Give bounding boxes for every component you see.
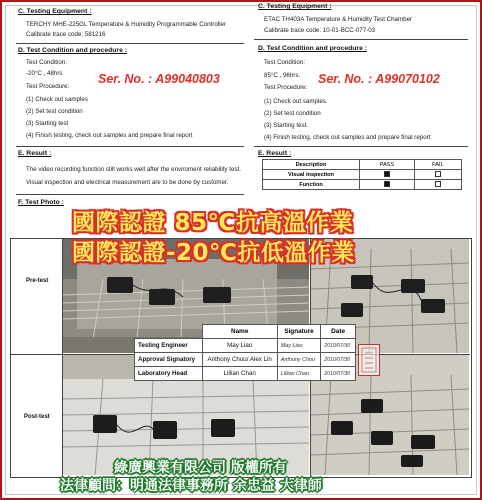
- signature-cell: Anthony Chou: [277, 353, 320, 367]
- left-condition-heading: D. Test Condition and procedure :: [18, 47, 128, 54]
- checked-box-icon: [384, 181, 390, 187]
- right-procedure-label: Test Procedure:: [264, 84, 308, 91]
- table-row: [135, 353, 356, 367]
- date-cell: 2010/07/30: [321, 353, 356, 367]
- right-divider: [254, 39, 468, 40]
- left-photo-heading: F. Test Photo :: [18, 199, 64, 206]
- left-equipment-heading: C. Testing Equipment :: [18, 8, 92, 15]
- left-step: (4) Finish testing, check out samples and prepare final report: [26, 132, 193, 139]
- column-header: Name: [202, 325, 277, 339]
- right-divider: [254, 146, 468, 147]
- left-divider: [16, 146, 244, 147]
- column-header: FAIL: [414, 160, 461, 170]
- signature-cell: May Liao: [277, 339, 320, 353]
- posttest-label: Post-test: [24, 414, 50, 420]
- right-serial-number: Ser. No. : A99070102: [318, 72, 440, 86]
- name-cell: Lillian Chan: [202, 367, 277, 381]
- overlay-line-high-temp: 國際認證 85℃抗高溫作業: [72, 210, 354, 236]
- left-test-condition-value: -20°C , 48hrs: [26, 70, 63, 77]
- column-header: PASS: [360, 160, 415, 170]
- right-result-heading: E. Result :: [258, 150, 292, 157]
- right-calibrate-code: Calibrate trace code: 10-01-BCC-077-03: [264, 27, 376, 34]
- role-cell: Laboratory Head: [135, 367, 203, 381]
- pass-checkbox-cell: [360, 170, 415, 180]
- fail-checkbox-cell: [414, 180, 461, 190]
- right-equipment-model: ETAC TH403A Temperature & Humidity Test Chamber: [264, 16, 413, 23]
- left-procedure-label: Test Procedure:: [26, 83, 70, 90]
- row-description: Visual inspection: [263, 170, 360, 180]
- signature-table: [134, 324, 356, 381]
- right-condition-heading: D. Test Condition and procedure :: [258, 45, 368, 52]
- pass-fail-table: [262, 159, 462, 190]
- column-header: Date: [321, 325, 356, 339]
- fail-checkbox-cell: [414, 170, 461, 180]
- signature-cell: Lillian Chan: [277, 367, 320, 381]
- report-sheet: [5, 5, 477, 495]
- footer-legal: 法律顧問：明通法律事務所 余忠益 大律師: [60, 478, 322, 494]
- checked-box-icon: [384, 171, 390, 177]
- right-test-condition-value: 85°C , 96hrs.: [264, 72, 301, 79]
- pass-checkbox-cell: [360, 180, 415, 190]
- empty-box-icon: [435, 171, 441, 177]
- date-cell: 2010/07/30: [321, 367, 356, 381]
- left-equipment-model: TERCHY MHE-225GL Temperature & Humidity Programmable Controller: [26, 21, 227, 28]
- left-divider: [16, 43, 244, 44]
- right-step: (4) Finish testing, check out samples and prepare final report: [264, 134, 431, 141]
- approval-stamp: [358, 344, 380, 376]
- footer-company: 綠廣興業有限公司 版權所有: [114, 460, 287, 476]
- name-cell: Anthony Chou/ Alex Lin: [202, 353, 277, 367]
- table-row: [263, 180, 462, 190]
- left-result-text: Visual inspection and electrical measurement are to be done by customer.: [26, 179, 229, 186]
- column-header: Description: [263, 160, 360, 170]
- table-row: [135, 339, 356, 353]
- table-row: [263, 170, 462, 180]
- left-serial-number: Ser. No. : A99040803: [98, 72, 220, 86]
- left-divider: [16, 194, 244, 195]
- left-step: (1) Check out samples: [26, 96, 88, 103]
- pretest-label: Pre-test: [26, 278, 49, 284]
- role-cell: Testing Engineer: [135, 339, 203, 353]
- name-cell: May Liao: [202, 339, 277, 353]
- right-step: (1) Check out samples.: [264, 98, 328, 105]
- table-row: [135, 367, 356, 381]
- overlay-line-low-temp: 國際認證-20℃抗低溫作業: [72, 240, 355, 266]
- left-calibrate-code: Calibrate trace code: 581216: [26, 31, 106, 38]
- left-step: (2) Set test condition: [26, 108, 83, 115]
- left-test-condition-label: Test Condition:: [26, 59, 67, 66]
- left-step: (3) Starting test: [26, 120, 69, 127]
- right-test-condition-label: Test Condition:: [264, 59, 305, 66]
- empty-box-icon: [435, 181, 441, 187]
- row-description: Function: [263, 180, 360, 190]
- column-header: Signature: [277, 325, 320, 339]
- date-cell: 2010/07/30: [321, 339, 356, 353]
- left-result-text: The video recording function still works well after the enviroment reliability test.: [26, 166, 241, 173]
- right-equipment-heading: C. Testing Equipment :: [258, 3, 332, 10]
- right-step: (2) Set test condition: [264, 110, 321, 117]
- right-step: (3) Starting test.: [264, 122, 309, 129]
- corner-cell: [135, 325, 203, 339]
- left-result-heading: E. Result :: [18, 150, 52, 157]
- role-cell: Approval Signatory: [135, 353, 203, 367]
